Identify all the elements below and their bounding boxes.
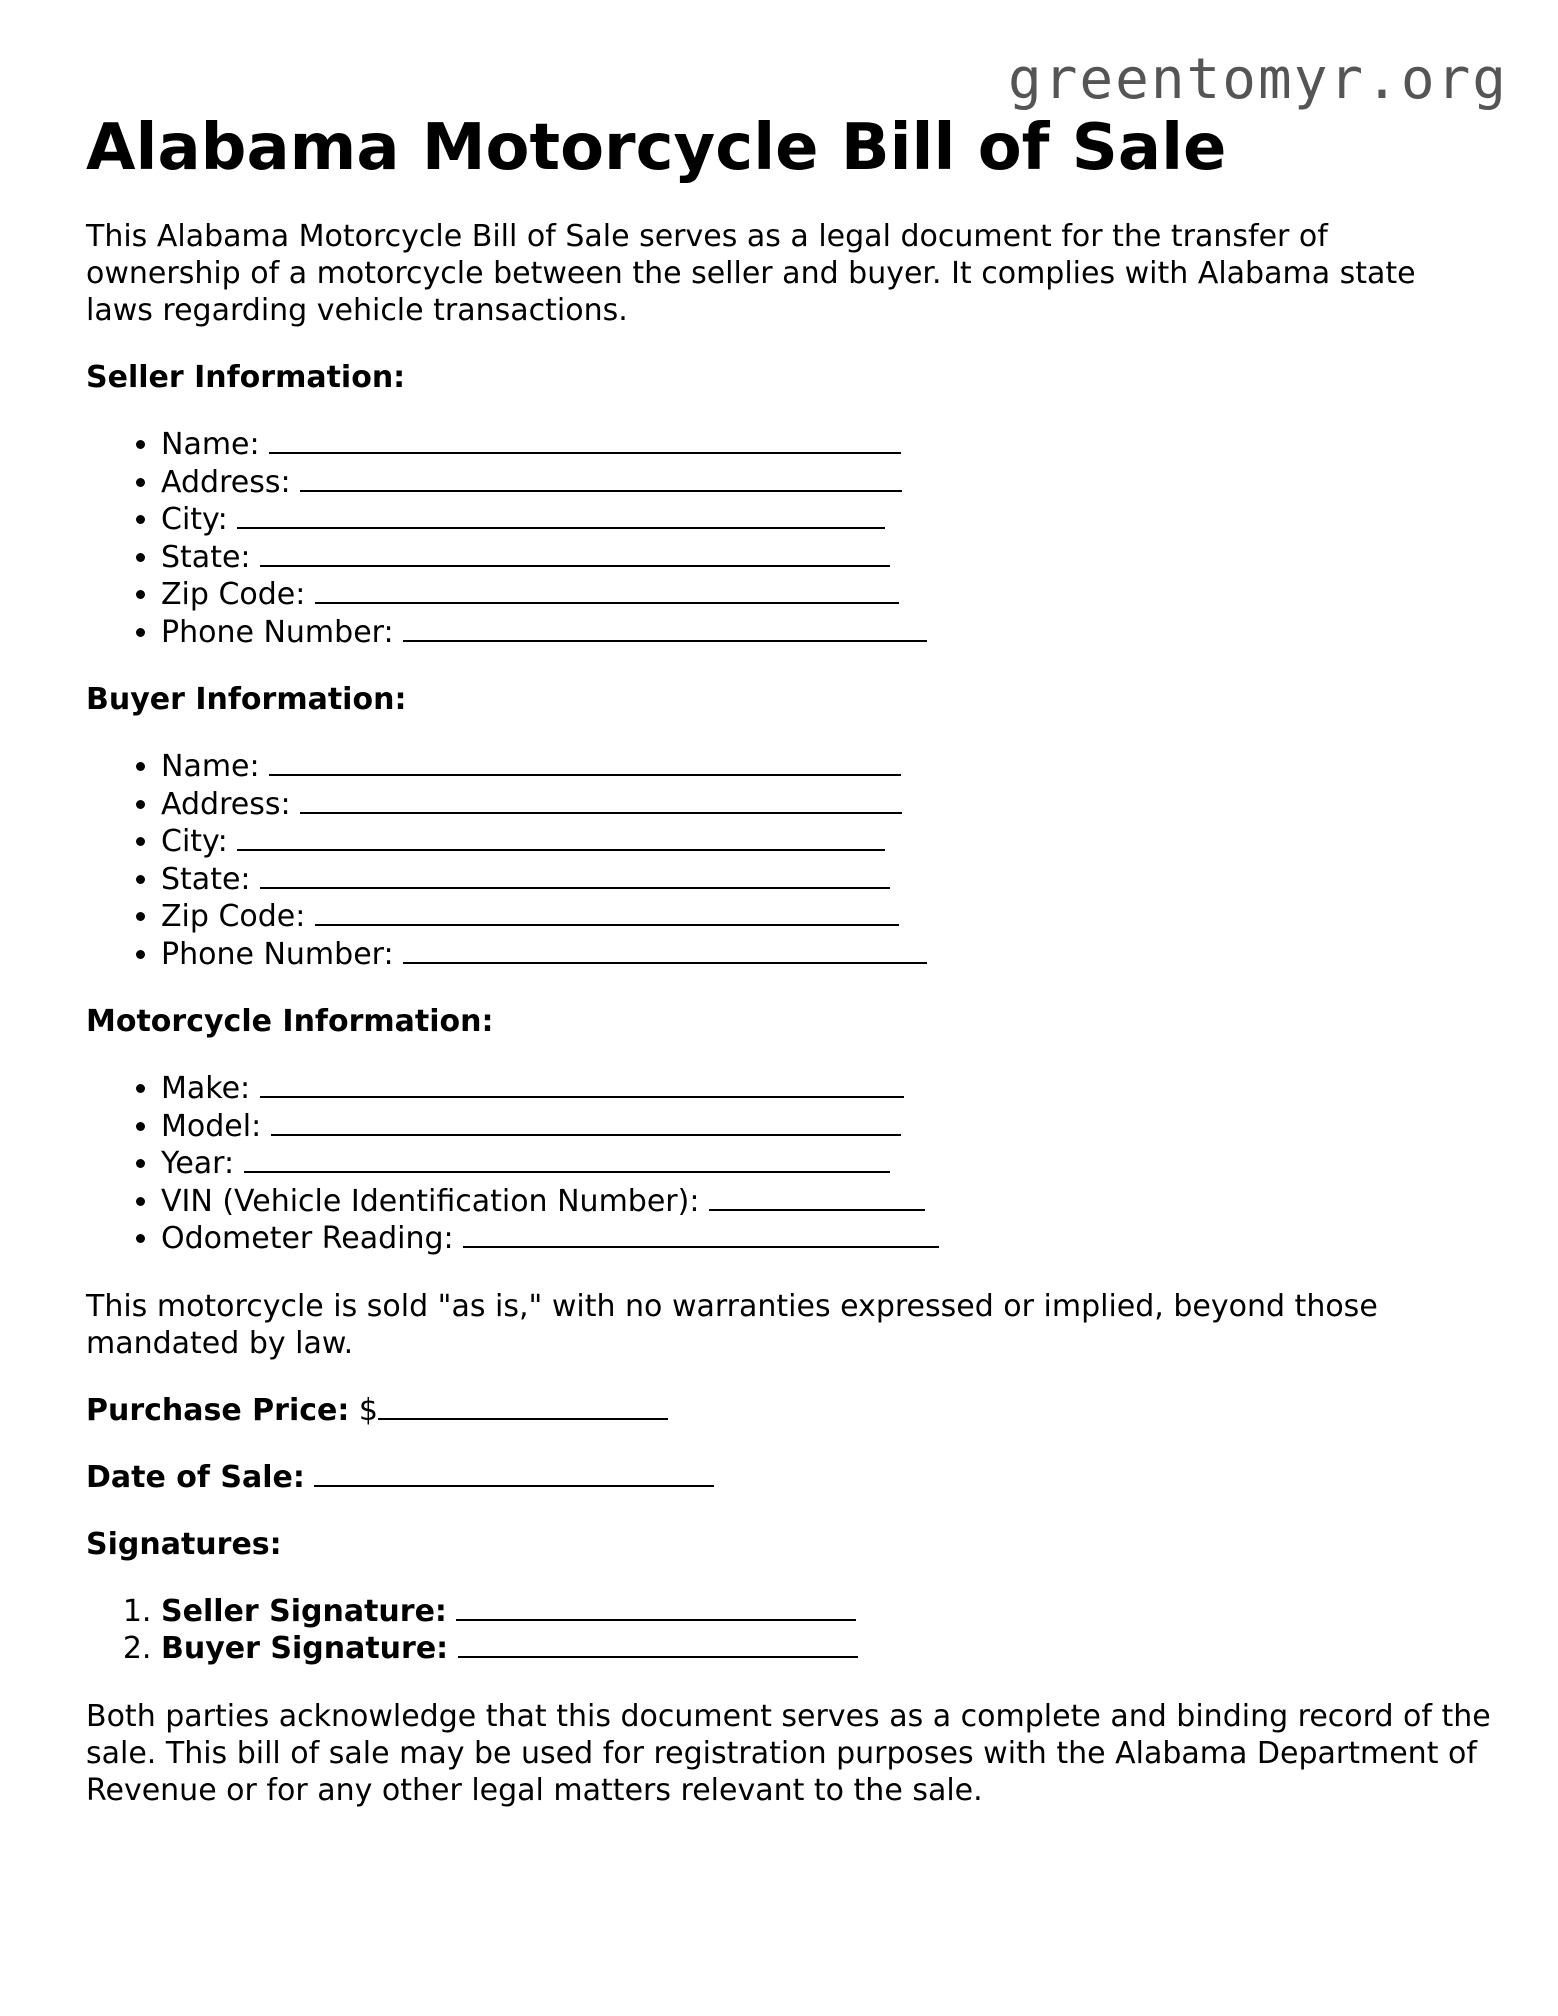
date-of-sale-blank[interactable] xyxy=(314,1459,714,1487)
motorcycle-make-blank[interactable] xyxy=(260,1070,904,1098)
seller-zip-item xyxy=(161,576,1486,614)
seller-city-blank[interactable] xyxy=(237,501,885,529)
motorcycle-odometer-blank[interactable] xyxy=(463,1220,939,1248)
seller-name-item xyxy=(161,426,1486,464)
signature-list xyxy=(86,1593,1486,1668)
motorcycle-odometer-item xyxy=(161,1220,1486,1258)
field-label: Model: xyxy=(161,1108,262,1144)
page-title: Alabama Motorcycle Bill of Sale xyxy=(86,111,1227,185)
field-label: Address: xyxy=(161,786,291,822)
seller-signature-blank[interactable] xyxy=(456,1593,856,1621)
watermark: greentomyr.org xyxy=(1007,47,1508,112)
motorcycle-section-heading: Motorcycle Information: xyxy=(86,1004,494,1039)
buyer-signature-blank[interactable] xyxy=(458,1630,858,1658)
buyer-name-blank[interactable] xyxy=(269,748,901,776)
seller-state-blank[interactable] xyxy=(260,539,890,567)
buyer-state-blank[interactable] xyxy=(260,861,890,889)
field-label: Phone Number: xyxy=(161,936,394,972)
date-of-sale-line xyxy=(86,1459,1486,1496)
motorcycle-model-item xyxy=(161,1108,1486,1146)
seller-address-blank[interactable] xyxy=(300,464,902,492)
buyer-address-blank[interactable] xyxy=(300,786,902,814)
buyer-signature-label: Buyer Signature: xyxy=(161,1631,449,1666)
seller-field-list xyxy=(86,426,1486,651)
purchase-price-label: Purchase Price: xyxy=(86,1392,350,1428)
buyer-signature-item xyxy=(161,1630,1486,1668)
closing-paragraph: Both parties acknowledge that this document serves as a complete and binding record of the sale. This bill of sale may be used for registration purposes with the Alabama Department of Revenue or for any other legal matters relevant to the sale. xyxy=(86,1698,1491,1808)
field-label: Year: xyxy=(161,1146,235,1181)
seller-city-item xyxy=(161,501,1486,539)
buyer-name-item xyxy=(161,748,1486,786)
buyer-section-heading: Buyer Information: xyxy=(86,682,407,717)
field-label: Phone Number: xyxy=(161,614,394,650)
buyer-city-item xyxy=(161,823,1486,861)
intro-paragraph: This Alabama Motorcycle Bill of Sale serves as a legal document for the transfer of ownership of a motorcycle between the seller and buyer. It complies with Alabama state laws regarding vehicle transactions. xyxy=(86,219,1416,328)
buyer-zip-blank[interactable] xyxy=(315,898,899,926)
buyer-address-item xyxy=(161,786,1486,824)
field-label: City: xyxy=(161,824,228,859)
field-label: Name: xyxy=(161,427,260,462)
date-of-sale-label: Date of Sale: xyxy=(86,1459,305,1495)
seller-state-item xyxy=(161,539,1486,577)
field-label: State: xyxy=(161,539,251,575)
seller-signature-label: Seller Signature: xyxy=(161,1593,447,1629)
seller-phone-item xyxy=(161,614,1486,652)
buyer-phone-blank[interactable] xyxy=(403,936,927,964)
seller-phone-blank[interactable] xyxy=(403,614,927,642)
motorcycle-field-list xyxy=(86,1070,1486,1258)
field-label: Zip Code: xyxy=(161,899,306,934)
purchase-price-line xyxy=(86,1392,1486,1429)
as-is-statement: This motorcycle is sold "as is," with no warranties expressed or implied, beyond those mandated by law. xyxy=(86,1288,1378,1361)
buyer-field-list xyxy=(86,748,1486,973)
seller-zip-blank[interactable] xyxy=(315,576,899,604)
buyer-city-blank[interactable] xyxy=(237,823,885,851)
motorcycle-vin-blank[interactable] xyxy=(709,1183,925,1211)
motorcycle-make-item xyxy=(161,1070,1486,1108)
buyer-phone-item xyxy=(161,936,1486,974)
currency-symbol: $ xyxy=(358,1392,379,1428)
seller-section-heading: Seller Information: xyxy=(86,360,406,395)
field-label: Name: xyxy=(161,749,260,784)
buyer-state-item xyxy=(161,861,1486,899)
purchase-price-blank[interactable] xyxy=(378,1392,668,1420)
field-label: Odometer Reading: xyxy=(161,1221,454,1256)
document-page xyxy=(86,108,1491,1809)
field-label: Zip Code: xyxy=(161,577,306,612)
motorcycle-model-blank[interactable] xyxy=(271,1108,901,1136)
seller-name-blank[interactable] xyxy=(269,426,901,454)
motorcycle-vin-item xyxy=(161,1183,1486,1221)
field-label: Address: xyxy=(161,464,291,500)
seller-address-item xyxy=(161,464,1486,502)
motorcycle-year-blank[interactable] xyxy=(244,1145,890,1173)
signatures-heading: Signatures: xyxy=(86,1526,282,1562)
field-label: City: xyxy=(161,502,228,537)
motorcycle-year-item xyxy=(161,1145,1486,1183)
buyer-zip-item xyxy=(161,898,1486,936)
field-label: VIN (Vehicle Identification Number): xyxy=(161,1183,700,1219)
field-label: Make: xyxy=(161,1071,251,1106)
seller-signature-item xyxy=(161,1593,1486,1631)
field-label: State: xyxy=(161,861,251,897)
